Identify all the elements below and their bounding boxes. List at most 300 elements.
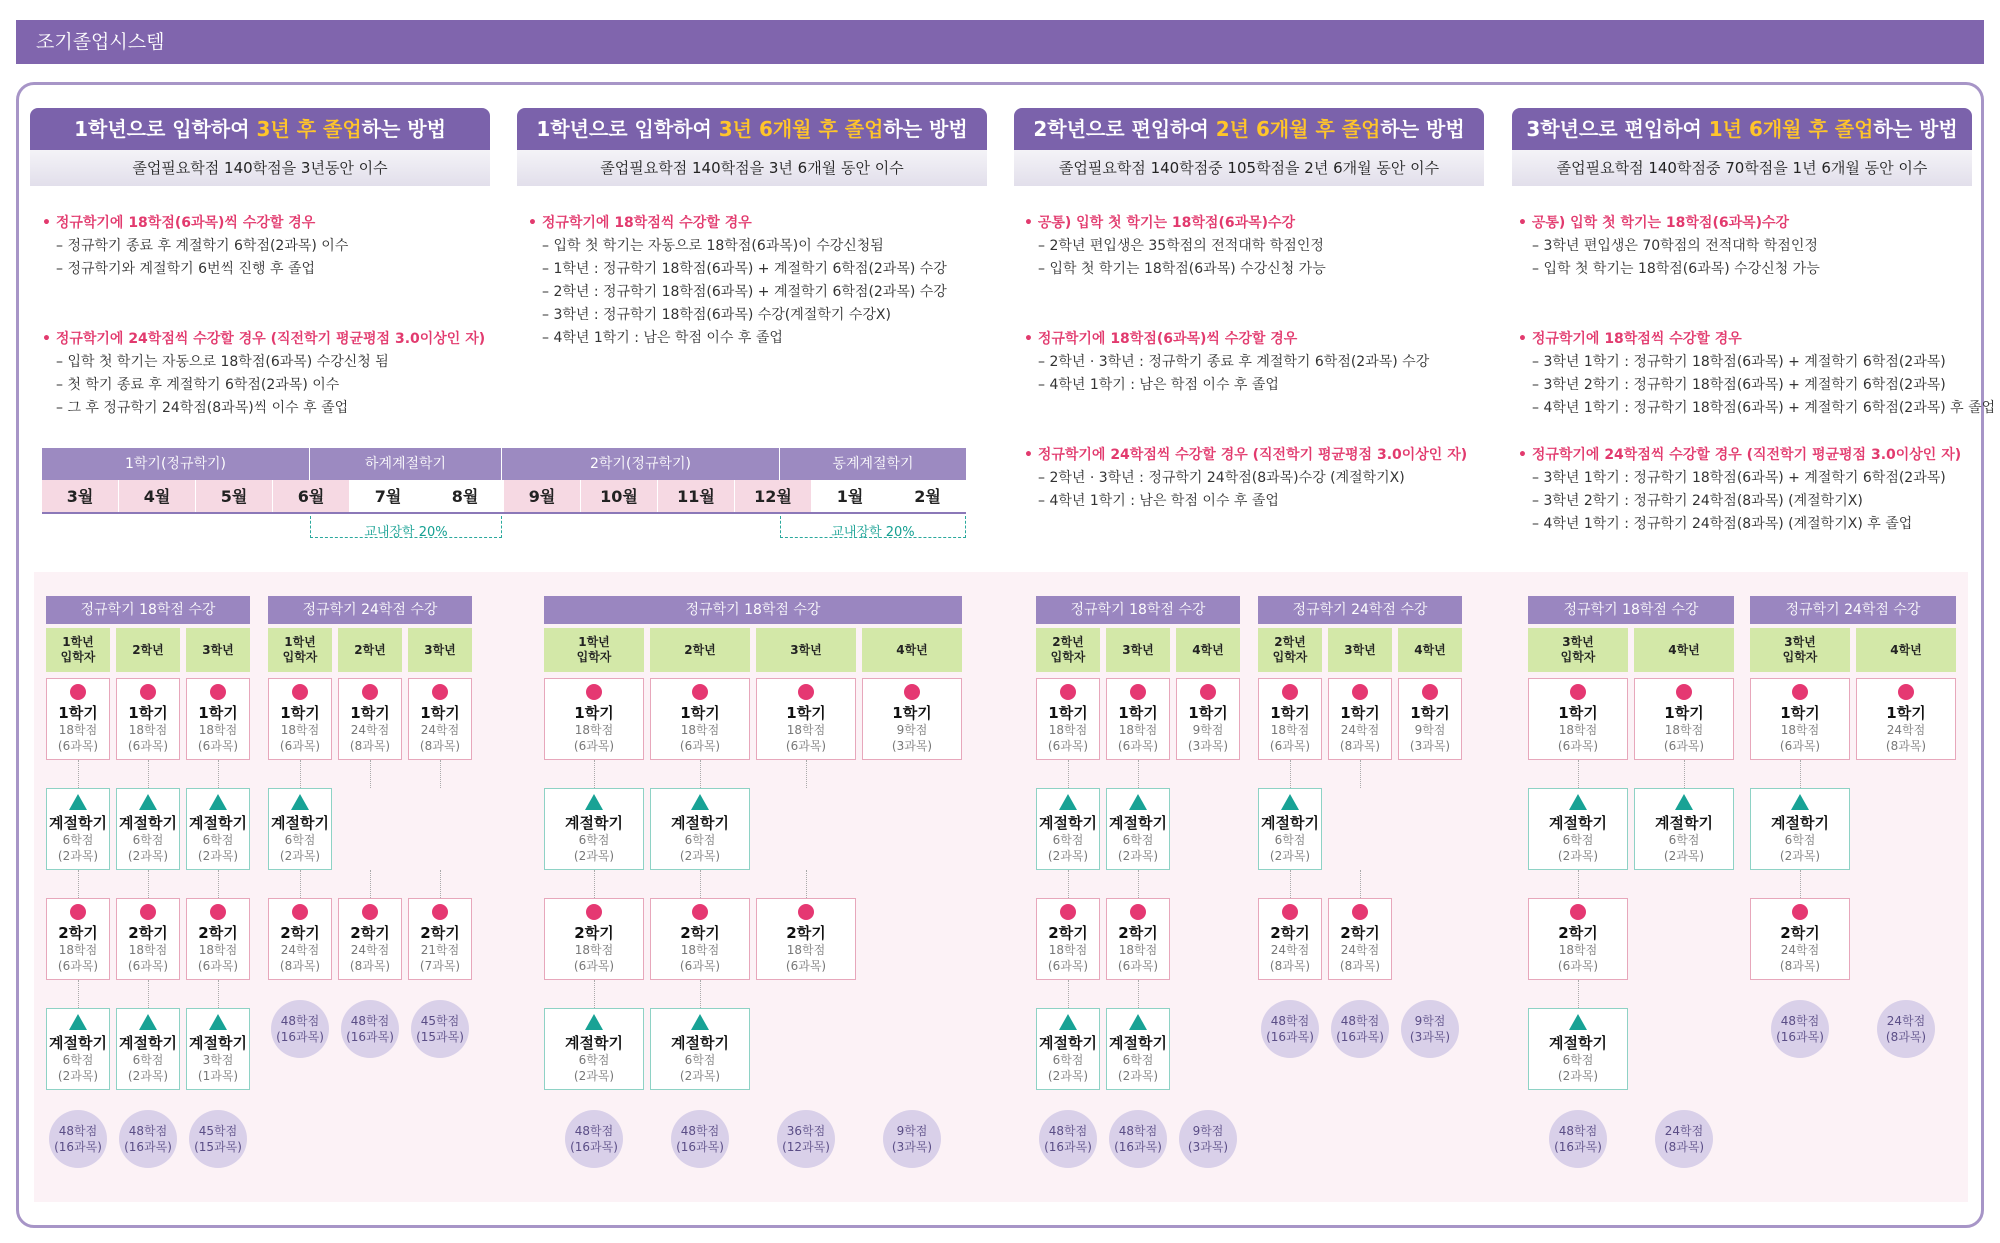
year-header-line: 입학자 <box>1560 650 1596 664</box>
card-courses: (2과목) <box>1269 849 1311 863</box>
card-credits: 6학점 <box>1052 1053 1084 1067</box>
card-term: 2학기 <box>574 924 614 942</box>
month-cell: 11월 <box>658 480 735 512</box>
year-header-line: 4학년 <box>1192 642 1224 657</box>
circle-icon <box>292 904 308 920</box>
total-courses: (16과목) <box>346 1030 394 1044</box>
connector-line <box>700 980 701 1008</box>
card-credits: 18학점 <box>58 723 98 737</box>
card-term: 계절학기 <box>1655 814 1713 832</box>
card-courses: (6과목) <box>1557 739 1599 753</box>
total-credits: 48학점 <box>280 1014 320 1028</box>
total-badge <box>271 1000 329 1058</box>
card-credits: 18학점 <box>1270 723 1310 737</box>
connector-line <box>1578 870 1579 898</box>
card-term: 2학기 <box>128 924 168 942</box>
card-courses: (2과목) <box>1663 849 1705 863</box>
block-line: – 3학년 : 정규학기 18학점(6과목) 수강(계절학기 수강X) <box>542 307 891 323</box>
card-credits: 24학점 <box>350 943 390 957</box>
total-courses: (16과목) <box>570 1140 618 1154</box>
semester-card <box>338 898 402 980</box>
year-header <box>186 628 250 672</box>
card-credits: 9학점 <box>1414 723 1446 737</box>
method-1-subtitle: 졸업필요학점 140학점을 3년동안 이수 <box>30 150 490 186</box>
connector-line <box>1800 760 1801 788</box>
triangle-icon <box>139 794 157 810</box>
year-header-line: 2학년 <box>684 642 716 657</box>
card-credits: 6학점 <box>1668 833 1700 847</box>
circle-icon <box>692 904 708 920</box>
group-title: 정규학기 24학점 수강 <box>1750 596 1956 624</box>
card-courses: (6과목) <box>1117 959 1159 973</box>
card-credits: 18학점 <box>786 723 826 737</box>
card-credits: 21학점 <box>420 943 460 957</box>
semester-card <box>1528 898 1628 980</box>
total-badge <box>119 1110 177 1168</box>
card-courses: (6과목) <box>1047 959 1089 973</box>
semester-card <box>544 678 644 760</box>
triangle-icon <box>209 794 227 810</box>
block-line: – 입학 첫 학기는 자동으로 18학점(6과목) 수강신청 됨 <box>56 354 389 370</box>
card-credits: 18학점 <box>1558 723 1598 737</box>
block-line: – 3학년 편입생은 70학점의 전적대학 학점인정 <box>1532 238 1818 254</box>
connector-line <box>806 870 807 898</box>
card-term: 2학기 <box>198 924 238 942</box>
semester-card <box>116 678 180 760</box>
semester-card <box>650 898 750 980</box>
circle-icon <box>362 904 378 920</box>
semester-card <box>1328 898 1392 980</box>
total-courses: (16과목) <box>124 1140 172 1154</box>
card-credits: 6학점 <box>1122 833 1154 847</box>
card-courses: (3과목) <box>1187 739 1229 753</box>
circle-icon <box>140 684 156 700</box>
connector-line <box>1290 760 1291 788</box>
total-badge <box>1109 1110 1167 1168</box>
triangle-icon <box>691 794 709 810</box>
semester-card <box>1106 898 1170 980</box>
card-term: 계절학기 <box>119 1034 177 1052</box>
circle-icon <box>586 684 602 700</box>
circle-icon <box>210 904 226 920</box>
connector-line <box>300 870 301 898</box>
card-courses: (6과목) <box>57 739 99 753</box>
method-header-text: 하는 방법 <box>1873 117 1958 141</box>
card-term: 계절학기 <box>1261 814 1319 832</box>
connector-line <box>1138 980 1139 1008</box>
term-spring: 1학기(정규학기) <box>42 448 310 480</box>
connector-line <box>148 870 149 898</box>
total-badge <box>671 1110 729 1168</box>
card-courses: (2과목) <box>57 1069 99 1083</box>
total-badge <box>1655 1110 1713 1168</box>
block-line: – 2학년 편입생은 35학점의 전적대학 학점인정 <box>1038 238 1324 254</box>
total-credits: 48학점 <box>350 1014 390 1028</box>
block-line: – 입학 첫 학기는 18학점(6과목) 수강신청 가능 <box>1532 261 1820 277</box>
connector-line <box>1684 760 1685 788</box>
card-credits: 24학점 <box>1340 723 1380 737</box>
semester-card <box>1856 678 1956 760</box>
total-courses: (15과목) <box>416 1030 464 1044</box>
year-header <box>46 628 110 672</box>
card-term: 2학기 <box>350 924 390 942</box>
year-header <box>544 628 644 672</box>
card-term: 1학기 <box>1270 704 1310 722</box>
card-courses: (6과목) <box>197 739 239 753</box>
year-header <box>1036 628 1100 672</box>
block-heading: • 공통) 입학 첫 학기는 18학점(6과목)수강 <box>1518 215 1790 231</box>
total-courses: (3과목) <box>1187 1140 1229 1154</box>
year-header-text <box>354 643 386 658</box>
card-courses: (6과목) <box>573 959 615 973</box>
total-courses: (16과목) <box>1266 1030 1314 1044</box>
year-header-line: 2학년 <box>1052 635 1084 649</box>
card-term: 1학기 <box>1664 704 1704 722</box>
session-card <box>116 1008 180 1090</box>
month-cell: 4월 <box>119 480 196 512</box>
card-credits: 9학점 <box>896 723 928 737</box>
card-courses: (2과목) <box>197 849 239 863</box>
total-credits: 9학점 <box>896 1124 928 1138</box>
session-card <box>186 1008 250 1090</box>
card-term: 계절학기 <box>1039 1034 1097 1052</box>
connector-line <box>1138 870 1139 898</box>
total-credits: 45학점 <box>198 1124 238 1138</box>
card-credits: 6학점 <box>1122 1053 1154 1067</box>
card-term: 계절학기 <box>189 814 247 832</box>
year-header-text <box>424 643 456 658</box>
card-credits: 6학점 <box>1052 833 1084 847</box>
card-courses: (6과목) <box>679 739 721 753</box>
card-term: 1학기 <box>1118 704 1158 722</box>
year-header-text <box>1561 635 1596 665</box>
card-courses: (6과목) <box>279 739 321 753</box>
connector-line <box>78 980 79 1008</box>
year-header-line: 입학자 <box>60 650 96 664</box>
year-header-line: 입학자 <box>282 650 318 664</box>
total-courses: (16과목) <box>276 1030 324 1044</box>
connector-line <box>78 760 79 788</box>
card-term: 계절학기 <box>1771 814 1829 832</box>
year-header-text <box>1122 643 1154 658</box>
semester-card <box>116 898 180 980</box>
semester-card <box>268 678 332 760</box>
connector-line <box>218 760 219 788</box>
method-header-highlight: 1년 6개월 후 졸업 <box>1708 117 1874 141</box>
total-courses: (16과목) <box>1044 1140 1092 1154</box>
total-badge <box>1261 1000 1319 1058</box>
card-term: 2학기 <box>58 924 98 942</box>
card-term: 계절학기 <box>49 814 107 832</box>
card-credits: 6학점 <box>578 833 610 847</box>
total-credits: 48학점 <box>128 1124 168 1138</box>
month-cell: 2월 <box>889 480 966 512</box>
card-courses: (2과목) <box>1117 849 1159 863</box>
block-line: – 4학년 1학기 : 남은 학점 이수 후 졸업 <box>1038 493 1279 509</box>
card-term: 계절학기 <box>189 1034 247 1052</box>
card-term: 1학기 <box>1886 704 1926 722</box>
block-heading: • 공통) 입학 첫 학기는 18학점(6과목)수강 <box>1024 215 1296 231</box>
term-fall: 2학기(정규학기) <box>502 448 780 480</box>
card-term: 1학기 <box>350 704 390 722</box>
total-credits: 24학점 <box>1664 1124 1704 1138</box>
total-credits: 48학점 <box>574 1124 614 1138</box>
card-term: 1학기 <box>574 704 614 722</box>
year-header <box>650 628 750 672</box>
block-line: – 3학년 2학기 : 정규학기 18학점(6과목) + 계절학기 6학점(2과목) <box>1532 377 1946 393</box>
card-term: 1학기 <box>1340 704 1380 722</box>
semester-card <box>1036 678 1100 760</box>
semester-card <box>338 678 402 760</box>
card-term: 1학기 <box>1780 704 1820 722</box>
connector-line <box>300 760 301 788</box>
card-courses: (2과목) <box>573 849 615 863</box>
block-line: – 2학년 · 3학년 : 정규학기 24학점(8과목)수강 (계절학기X) <box>1038 470 1405 486</box>
scholarship-summer: 교내장학 20% <box>310 516 502 538</box>
triangle-icon <box>1675 794 1693 810</box>
year-header <box>338 628 402 672</box>
total-badge <box>1039 1110 1097 1168</box>
block-heading: • 정규학기에 18학점(6과목)씩 수강할 경우 <box>42 215 316 231</box>
month-cell: 10월 <box>581 480 658 512</box>
card-courses: (2과목) <box>127 849 169 863</box>
year-header <box>1258 628 1322 672</box>
total-courses: (16과목) <box>54 1140 102 1154</box>
semester-card <box>756 898 856 980</box>
triangle-icon <box>139 1014 157 1030</box>
card-courses: (6과목) <box>127 739 169 753</box>
total-credits: 48학점 <box>1118 1124 1158 1138</box>
card-credits: 6학점 <box>132 1053 164 1067</box>
card-credits: 18학점 <box>680 723 720 737</box>
card-courses: (6과목) <box>197 959 239 973</box>
method-header-highlight: 3년 6개월 후 졸업 <box>718 117 884 141</box>
card-credits: 9학점 <box>1192 723 1224 737</box>
year-header-text <box>1192 643 1224 658</box>
connector-line <box>218 870 219 898</box>
block-heading: • 정규학기에 18학점(6과목)씩 수강할 경우 <box>1024 331 1298 347</box>
method-header-text: 하는 방법 <box>883 117 968 141</box>
year-header-text <box>577 635 612 665</box>
triangle-icon <box>1129 1014 1147 1030</box>
card-term: 1학기 <box>892 704 932 722</box>
group-title: 정규학기 18학점 수강 <box>1528 596 1734 624</box>
card-courses: (2과목) <box>679 1069 721 1083</box>
total-credits: 24학점 <box>1886 1014 1926 1028</box>
year-header-line: 1학년 <box>578 635 610 649</box>
session-card <box>186 788 250 870</box>
semester-card <box>756 678 856 760</box>
connector-line <box>1800 870 1801 898</box>
total-badge <box>1401 1000 1459 1058</box>
block-line: – 정규학기 종료 후 계절학기 6학점(2과목) 이수 <box>56 238 349 254</box>
card-courses: (6과목) <box>1047 739 1089 753</box>
connector-line <box>78 870 79 898</box>
connector-line <box>1138 760 1139 788</box>
total-credits: 48학점 <box>58 1124 98 1138</box>
card-credits: 6학점 <box>684 833 716 847</box>
circle-icon <box>70 684 86 700</box>
card-courses: (6과목) <box>785 739 827 753</box>
triangle-icon <box>209 1014 227 1030</box>
card-courses: (8과목) <box>1779 959 1821 973</box>
card-credits: 24학점 <box>280 943 320 957</box>
year-header-text <box>896 643 928 658</box>
session-card <box>1258 788 1322 870</box>
triangle-icon <box>69 794 87 810</box>
block-line: – 4학년 1학기 : 정규학기 24학점(8과목) (계절학기X) 후 졸업 <box>1532 516 1913 532</box>
total-credits: 36학점 <box>786 1124 826 1138</box>
semester-card <box>1036 898 1100 980</box>
semester-card <box>1634 678 1734 760</box>
circle-icon <box>1792 904 1808 920</box>
circle-icon <box>70 904 86 920</box>
year-header-line: 4학년 <box>1414 642 1446 657</box>
card-term: 1학기 <box>680 704 720 722</box>
card-term: 1학기 <box>58 704 98 722</box>
card-term: 2학기 <box>680 924 720 942</box>
year-header-line: 입학자 <box>576 650 612 664</box>
card-courses: (2과목) <box>1557 849 1599 863</box>
year-header <box>862 628 962 672</box>
card-term: 1학기 <box>1410 704 1450 722</box>
year-header <box>116 628 180 672</box>
connector-line <box>1290 870 1291 898</box>
session-card <box>1036 788 1100 870</box>
circle-icon <box>904 684 920 700</box>
connector-line <box>1360 760 1361 788</box>
total-badge <box>1771 1000 1829 1058</box>
total-badge <box>411 1000 469 1058</box>
circle-icon <box>1060 684 1076 700</box>
card-credits: 24학점 <box>1886 723 1926 737</box>
year-header <box>268 628 332 672</box>
card-credits: 6학점 <box>1562 1053 1594 1067</box>
card-credits: 6학점 <box>202 833 234 847</box>
card-courses: (2과목) <box>1047 849 1089 863</box>
card-credits: 18학점 <box>1780 723 1820 737</box>
month-cell: 9월 <box>504 480 581 512</box>
card-courses: (8과목) <box>1339 959 1381 973</box>
year-header-line: 3학년 <box>424 642 456 657</box>
connector-line <box>148 760 149 788</box>
term-summer: 하계계절학기 <box>310 448 502 480</box>
total-credits: 48학점 <box>1780 1014 1820 1028</box>
card-credits: 18학점 <box>58 943 98 957</box>
semester-card <box>268 898 332 980</box>
triangle-icon <box>585 1014 603 1030</box>
session-card <box>1634 788 1734 870</box>
card-credits: 24학점 <box>1270 943 1310 957</box>
block-heading: • 정규학기에 24학점씩 수강할 경우 (직전학기 평균평점 3.0이상인 자) <box>42 331 486 347</box>
block-heading: • 정규학기에 24학점씩 수강할 경우 (직전학기 평균평점 3.0이상인 자) <box>1024 447 1468 463</box>
block-line: – 2학년 : 정규학기 18학점(6과목) + 계절학기 6학점(2과목) 수강 <box>542 284 947 300</box>
card-courses: (6과목) <box>1117 739 1159 753</box>
card-courses: (2과목) <box>1047 1069 1089 1083</box>
block-line: – 4학년 1학기 : 남은 학점 이수 후 졸업 <box>1038 377 1279 393</box>
group-title: 정규학기 18학점 수강 <box>1036 596 1240 624</box>
group-title: 정규학기 24학점 수강 <box>268 596 472 624</box>
card-term: 계절학기 <box>1549 814 1607 832</box>
semester-card <box>544 898 644 980</box>
block-line: – 2학년 · 3학년 : 정규학기 종료 후 계절학기 6학점(2과목) 수강 <box>1038 354 1430 370</box>
circle-icon <box>1898 684 1914 700</box>
card-term: 2학기 <box>1340 924 1380 942</box>
method-header-text: 하는 방법 <box>361 117 446 141</box>
card-credits: 6학점 <box>62 833 94 847</box>
session-card <box>46 788 110 870</box>
total-courses: (12과목) <box>782 1140 830 1154</box>
circle-icon <box>1352 904 1368 920</box>
card-courses: (6과목) <box>679 959 721 973</box>
session-card <box>1528 788 1628 870</box>
year-header <box>1750 628 1850 672</box>
triangle-icon <box>1569 794 1587 810</box>
card-credits: 18학점 <box>198 943 238 957</box>
session-card <box>650 788 750 870</box>
semester-card <box>1750 678 1850 760</box>
connector-line <box>218 980 219 1008</box>
total-courses: (16과목) <box>1776 1030 1824 1044</box>
block-line: – 정규학기와 계절학기 6번씩 진행 후 졸업 <box>56 261 315 277</box>
session-card <box>116 788 180 870</box>
connector-line <box>440 760 441 788</box>
card-term: 1학기 <box>420 704 460 722</box>
card-courses: (8과목) <box>419 739 461 753</box>
total-badge <box>49 1110 107 1168</box>
connector-line <box>594 980 595 1008</box>
card-credits: 6학점 <box>1274 833 1306 847</box>
year-header-line: 3학년 <box>1122 642 1154 657</box>
circle-icon <box>140 904 156 920</box>
circle-icon <box>1792 684 1808 700</box>
card-term: 계절학기 <box>1109 814 1167 832</box>
connector-line <box>370 760 371 788</box>
method-header-text: 1학년으로 입학하여 <box>536 117 719 141</box>
card-courses: (6과목) <box>1269 739 1311 753</box>
card-courses: (8과목) <box>1885 739 1927 753</box>
session-card <box>1106 1008 1170 1090</box>
total-badge <box>1179 1110 1237 1168</box>
circle-icon <box>1422 684 1438 700</box>
year-header-line: 4학년 <box>1668 642 1700 657</box>
semester-card <box>1176 678 1240 760</box>
year-header-text <box>1273 635 1308 665</box>
month-cell: 1월 <box>812 480 889 512</box>
year-header-text <box>1051 635 1086 665</box>
triangle-icon <box>1281 794 1299 810</box>
year-header-line: 3학년 <box>790 642 822 657</box>
block-line: – 첫 학기 종료 후 계절학기 6학점(2과목) 이수 <box>56 377 340 393</box>
year-header-text <box>61 635 96 665</box>
semester-card <box>46 678 110 760</box>
card-courses: (6과목) <box>127 959 169 973</box>
total-courses: (16과목) <box>676 1140 724 1154</box>
card-term: 계절학기 <box>49 1034 107 1052</box>
total-badge <box>1549 1110 1607 1168</box>
card-term: 계절학기 <box>271 814 329 832</box>
group-title: 정규학기 18학점 수강 <box>544 596 962 624</box>
page-title: 조기졸업시스템 <box>16 20 1984 64</box>
card-credits: 6학점 <box>284 833 316 847</box>
method-header-highlight: 3년 후 졸업 <box>256 117 362 141</box>
connector-line <box>1068 870 1069 898</box>
circle-icon <box>1200 684 1216 700</box>
card-courses: (6과목) <box>1557 959 1599 973</box>
card-term: 계절학기 <box>1039 814 1097 832</box>
card-courses: (6과목) <box>573 739 615 753</box>
triangle-icon <box>585 794 603 810</box>
